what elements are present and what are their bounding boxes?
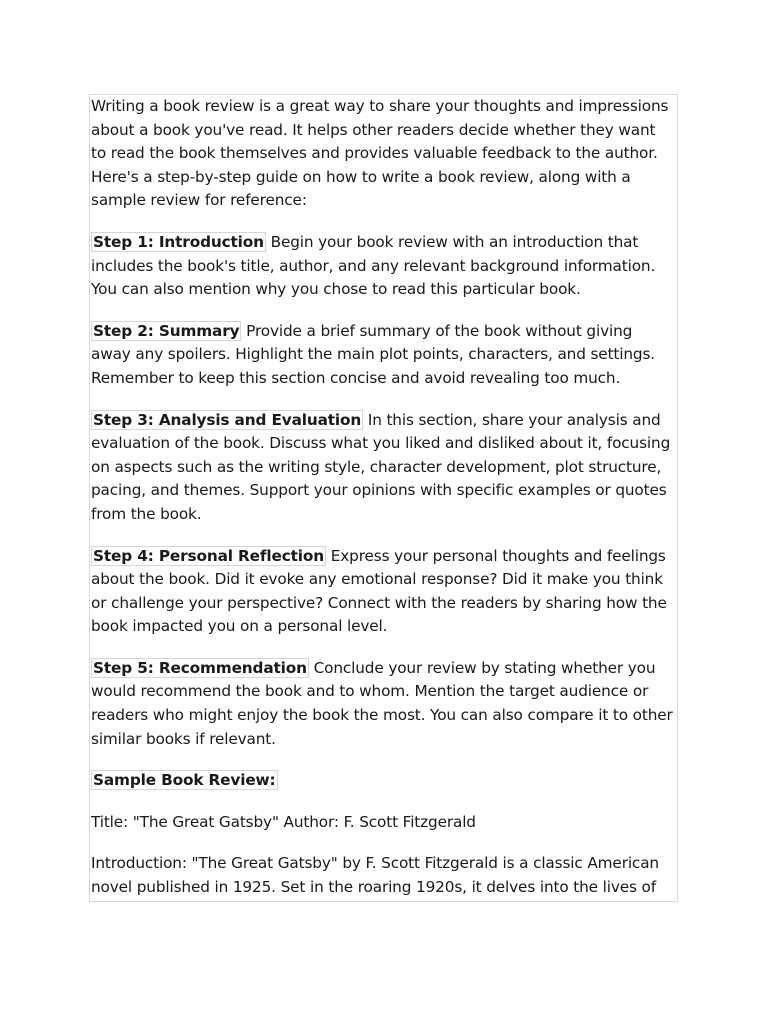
step-5-heading: Step 5: Recommendation <box>93 658 307 677</box>
step-3-paragraph <box>91 409 673 527</box>
intro-paragraph: Writing a book review is a great way to share your thoughts and impressions about a book you've read. It helps other readers decide whether they want to read the book themselves and provides valuable feedback to the author. Here's a step-by-step guide on how to write a book review, along with a sample review for reference: <box>91 97 669 210</box>
step-4-paragraph <box>91 545 673 639</box>
step-4-text: Express your personal thoughts and feelings about the book. Did it evoke any emotional response? Did it make you think or challenge your perspective? Connect with the readers by sharing how the book impacted you on a personal level. <box>91 546 667 636</box>
sample-intro-paragraph: Introduction: "The Great Gatsby" by F. Scott Fitzgerald is a classic American novel published in 1925. Set in the roaring 1920s, it delves into the lives of <box>91 854 659 897</box>
document-page <box>89 94 678 902</box>
sample-title-line: Title: "The Great Gatsby" Author: F. Scott Fitzgerald <box>91 812 476 831</box>
document-body <box>90 95 677 900</box>
step-4-heading: Step 4: Personal Reflection <box>93 546 324 565</box>
step-1-text: Begin your book review with an introduction that includes the book's title, author, and any relevant background information. You can also mention why you chose to read this particular book. <box>91 232 656 299</box>
step-2-text: Provide a brief summary of the book without giving away any spoilers. Highlight the main plot points, characters, and settings. Remember to keep this section concise and avoid revealing too much. <box>91 321 655 387</box>
sample-review-paragraph <box>91 769 673 793</box>
step-3-heading: Step 3: Analysis and Evaluation <box>93 410 362 429</box>
step-1-heading: Step 1: Introduction <box>93 232 264 251</box>
step-2-heading: Step 2: Summary <box>93 321 240 340</box>
step-5-paragraph <box>91 657 673 751</box>
step-2-paragraph <box>91 320 673 391</box>
step-3-text: In this section, share your analysis and evaluation of the book. Discuss what you liked and disliked about it, focusing on aspects such as the writing style, character development, plot structure, pacing, and themes. Support your opinions with specific examples or quotes from the book. <box>91 410 671 523</box>
sample-review-heading: Sample Book Review: <box>93 771 276 790</box>
step-5-text: Conclude your review by stating whether you would recommend the book and to whom. Mention the target audience or readers who might enjoy the book the most. You can also compare it to other similar books if relevant. <box>91 658 673 748</box>
step-1-paragraph <box>91 231 673 302</box>
